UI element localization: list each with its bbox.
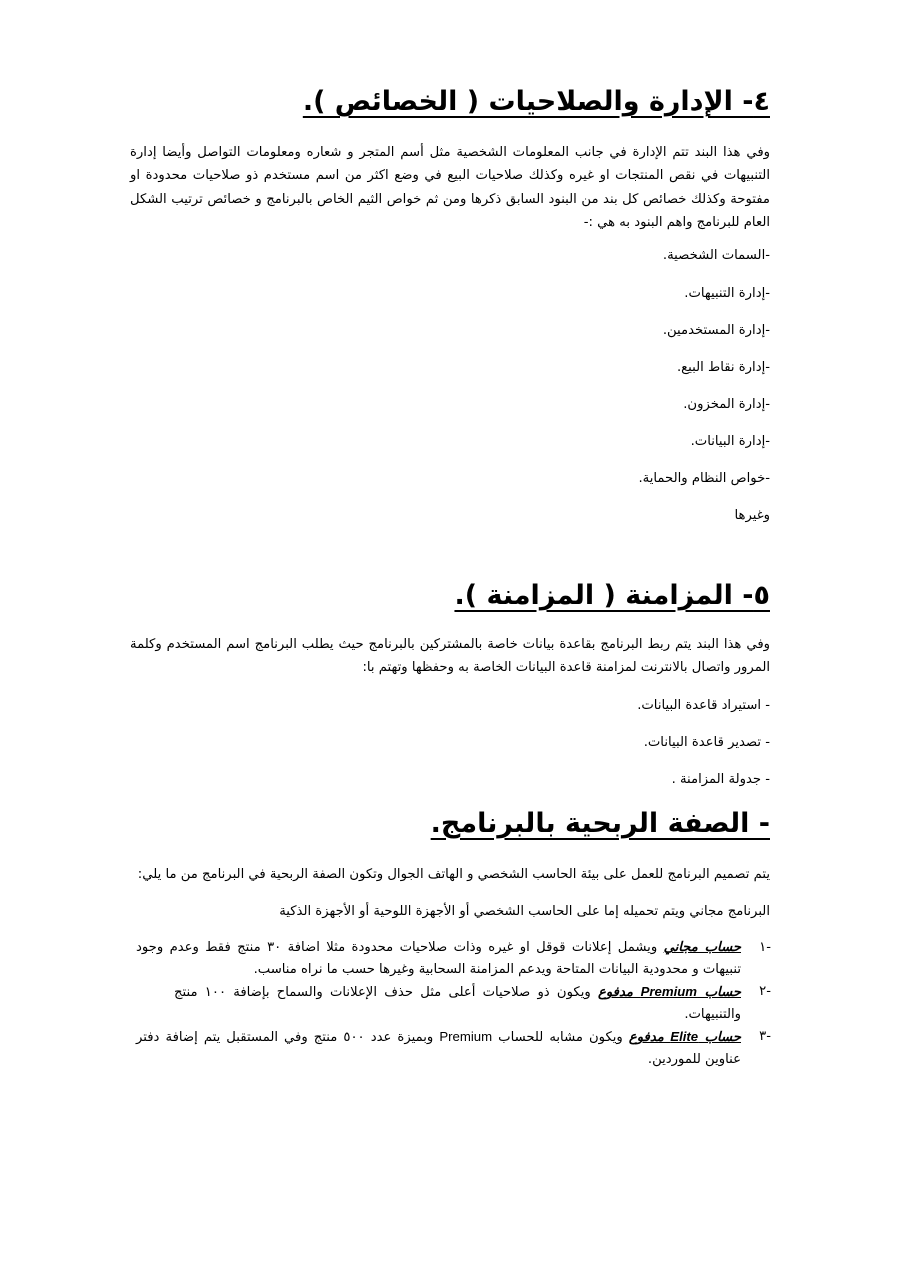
list-item: وغيرها	[734, 508, 770, 523]
list-item: - استيراد قاعدة البيانات.	[637, 698, 770, 713]
list-item: -خواص النظام والحماية.	[638, 471, 770, 486]
account-description: ويكون مشابه للحساب Premium وبميزة عدد ٥٠٠ منتج وفي المستقبل يتم إضافة دفتر عناوين للموردين.	[136, 1029, 741, 1067]
section-6-heading: - الصفة الربحية بالبرنامج.	[430, 808, 770, 839]
list-item: - تصدير قاعدة البيانات.	[643, 735, 770, 750]
account-title: حساب مجاني	[663, 940, 741, 955]
section-6-paragraph-2: البرنامج مجاني ويتم تحميله إما على الحاسب الشخصي أو الأجهزة اللوحية أو الأجهزة الذكية	[279, 904, 770, 919]
account-title: حساب Premium مدفوع	[597, 984, 741, 1000]
section-4-heading: ٤- الإدارة والصلاحيات ( الخصائص ).	[302, 86, 770, 117]
account-description: ويشمل إعلانات قوقل او غيره وذات صلاحيات محدودة مثلا اضافة ٣٠ منتج فقط وعدم وجود تنبيهات و محدودية البيانات المتاحة ويدعم المزامنة السحابية وغيرها حسب ما نراه مناسب.	[136, 940, 741, 977]
list-item: -إدارة المستخدمين.	[662, 323, 770, 338]
section-4-paragraph: وفي هذا البند تتم الإدارة في جانب المعلومات الشخصية مثل أسم المتجر و شعاره ومعلومات التواصل وأيضا إدارة التنبيهات في نقص المنتجات او غيره وكذلك صلاحيات البيع في وضع اكثر من اسم مستخدم ذو صلاحيات محدودة او مفتوحة وكذلك خصائص كل بند من البنود السابق ذكرها ومن ثم خواص الثيم الخاص بالبرنامج و خصائص ترتيب الشكل العام للبرنامج واهم البنود به هي :-	[130, 145, 770, 230]
list-item: -إدارة نقاط البيع.	[676, 360, 770, 375]
section-6-paragraph-1: يتم تصميم البرنامج للعمل على بيئة الحاسب الشخصي و الهاتف الجوال وتكون الصفة الربحية في البرنامج من ما يلي:	[137, 867, 770, 882]
section-5-heading: ٥- المزامنة ( المزامنة ).	[454, 580, 770, 611]
list-item: -إدارة البيانات.	[690, 434, 770, 449]
account-description: ويكون ذو صلاحيات أعلى مثل حذف الإعلانات والسماح بإضافة ١٠٠ منتج والتنبيهات.	[174, 985, 741, 1022]
list-item: -إدارة المخزون.	[683, 397, 770, 412]
account-types-list	[136, 937, 771, 1071]
list-item: -إدارة التنبيهات.	[684, 286, 770, 301]
account-title: حساب Elite مدفوع	[628, 1029, 741, 1045]
list-number: -١	[759, 940, 771, 955]
list-item: - جدولة المزامنة .	[671, 772, 770, 787]
list-number: -٣	[759, 1029, 771, 1044]
section-5-paragraph: وفي هذا البند يتم ربط البرنامج بقاعدة بيانات خاصة بالمشتركين بالبرنامج حيث يطلب البرنامج اسم المستخدم وكلمة المرور واتصال بالانترنت لمزامنة قاعدة البيانات الخاصة به وحفظها وتهتم با:	[130, 637, 770, 676]
list-item: -السمات الشخصية.	[662, 248, 770, 263]
list-number: -٢	[759, 984, 771, 999]
account-item-premium	[136, 981, 771, 1026]
account-item-elite	[136, 1026, 771, 1071]
account-item-free	[136, 937, 771, 981]
